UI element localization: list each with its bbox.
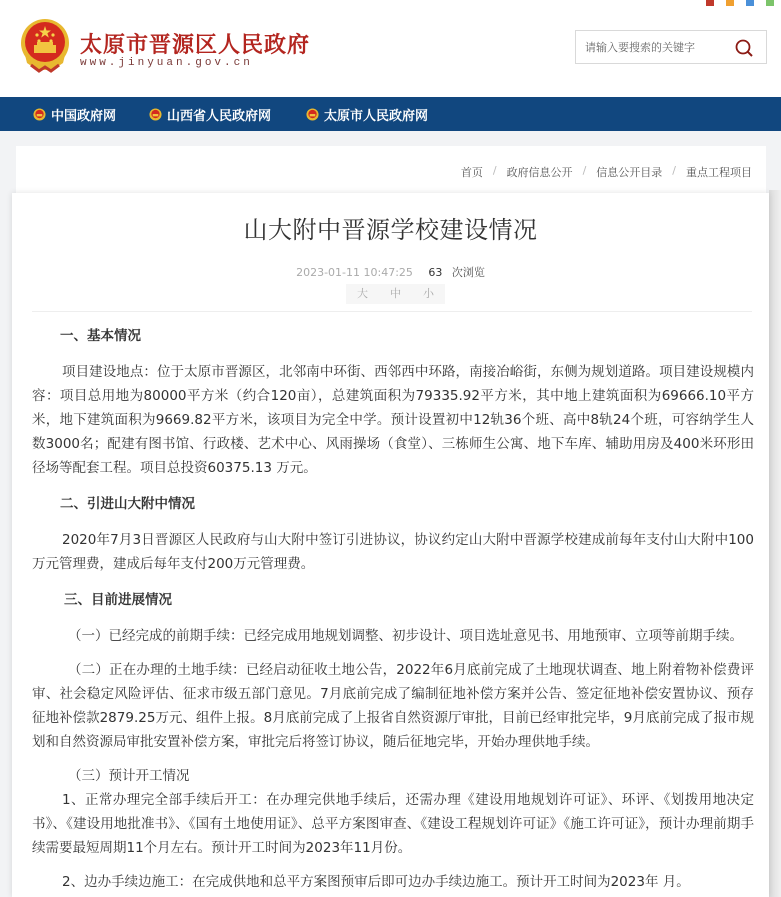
breadcrumb-separator: / (492, 164, 497, 177)
paragraph: 1、正常办理完全部手续后开工：在办理完供地手续后，还需办理《建设用地规划许可证》、环评、《划拨用地决定书》、《建设用地批准书》、《国有土地使用证》、总平方案图审查、《建设工程规划许可证》《施工许可证》，预计办理前期手续需要最短周期11个月左右。预计开工时间为2023年11月份。 (32, 792, 754, 856)
nav-link-label: 山西省人民政府网 (167, 108, 272, 124)
section-heading: 二、引进山大附中情况 (60, 496, 195, 512)
breadcrumb-separator: / (582, 164, 587, 177)
color-dot-green[interactable] (766, 0, 774, 6)
section-heading: 一、基本情况 (60, 328, 141, 344)
section-heading: 三、目前进展情况 (64, 592, 172, 608)
subsection-heading: （三）预计开工情况 (68, 768, 190, 784)
breadcrumb-gov-info[interactable]: 政府信息公开 (506, 166, 573, 179)
paragraph: （二）正在办理的土地手续：已经启动征收土地公告，2022年6月底前完成了土地现状调查、地上附着物补偿费评审、社会稳定风险评估、征求市级五部门意见。7月底前完成了编制征地补偿方案并公告、签定征地补偿安置协议、预存征地补偿款2879.25万元、组件上报。8月底前完成了上报省自然资源厅审批，目前已经审批完毕，9月底前完成了报市规划和自然资源局审批安置补偿方案，审批完后将签订协议，随后征地完毕，开始办理供地手续。 (32, 662, 754, 750)
national-emblem-icon (17, 17, 73, 75)
nav-link-china-gov[interactable] (33, 97, 116, 131)
article-body (32, 324, 754, 897)
paragraph: 项目建设地点：位于太原市晋源区，北邻南中环街、西邻西中环路，南接冶峪街，东侧为规划道路。项目建设规模内容：项目总用地为80000平方米（约合120亩），总建筑面积为79335.92平方米，其中地上建筑面积为69666.10平方米，地下建筑面积为9669.82平方米，该项目为完全中学。预计设置初中12轨36个班、高中8轨24个班，可容纳学生人数3000名；配建有图书馆、行政楼、艺术中心、风雨操场（食堂）、三栋师生公寓、地下车库、辅助用房及400米环形田径场等配套工程。项目总投资60375.13 万元。 (32, 364, 754, 476)
search-input[interactable] (576, 31, 726, 63)
breadcrumb-info-catalog[interactable]: 信息公开目录 (596, 166, 663, 179)
font-size-small-button[interactable]: 小 (423, 287, 434, 300)
site-header (0, 0, 781, 97)
nav-link-label: 太原市人民政府网 (324, 108, 429, 124)
view-count-label: 次浏览 (451, 266, 485, 279)
breadcrumb (461, 164, 752, 180)
color-theme-dots (706, 0, 774, 6)
paragraph: 2020年7月3日晋源区人民政府与山大附中签订引进协议，协议约定山大附中晋源学校建成前每年支付山大附中100万元管理费，建成后每年支付200万元管理费。 (32, 532, 754, 572)
nav-link-taiyuan-gov[interactable] (306, 97, 428, 131)
article-card (12, 193, 769, 897)
paragraph: （一）已经完成的前期手续：已经完成用地规划调整、初步设计、项目选址意见书、用地预审、立项等前期手续。 (68, 628, 743, 644)
divider (32, 311, 752, 312)
font-size-medium-button[interactable]: 中 (390, 287, 401, 300)
breadcrumb-key-projects[interactable]: 重点工程项目 (686, 166, 752, 179)
emblem-icon (306, 108, 319, 121)
breadcrumb-separator: / (672, 164, 676, 177)
view-count: 63 (428, 266, 443, 279)
search-box (575, 30, 767, 64)
font-size-control (346, 284, 445, 304)
article-meta (12, 264, 769, 280)
publish-date: 2023-01-11 10:47:25 (296, 266, 413, 279)
breadcrumb-home[interactable]: 首页 (460, 166, 483, 179)
color-dot-red[interactable] (706, 0, 714, 6)
color-dot-orange[interactable] (726, 0, 734, 6)
nav-link-label: 中国政府网 (51, 108, 117, 124)
site-url: www.jinyuan.gov.cn (80, 57, 253, 69)
site-title[interactable]: 太原市晋源区人民政府 (80, 32, 311, 58)
search-icon[interactable] (734, 38, 754, 58)
paragraph: 2、边办手续边施工：在完成供地和总平方案图预审后即可边办手续边施工。预计开工时间为2023年 月。 (62, 874, 690, 890)
nav-link-shanxi-gov[interactable] (149, 97, 271, 131)
font-size-large-button[interactable]: 大 (357, 287, 368, 300)
emblem-icon (149, 108, 162, 121)
page-edge-shadow (769, 190, 781, 897)
article-title: 山大附中晋源学校建设情况 (243, 216, 538, 244)
color-dot-blue[interactable] (746, 0, 754, 6)
top-nav-bar (0, 97, 781, 131)
breadcrumb-card (16, 146, 766, 196)
emblem-icon (33, 108, 46, 121)
